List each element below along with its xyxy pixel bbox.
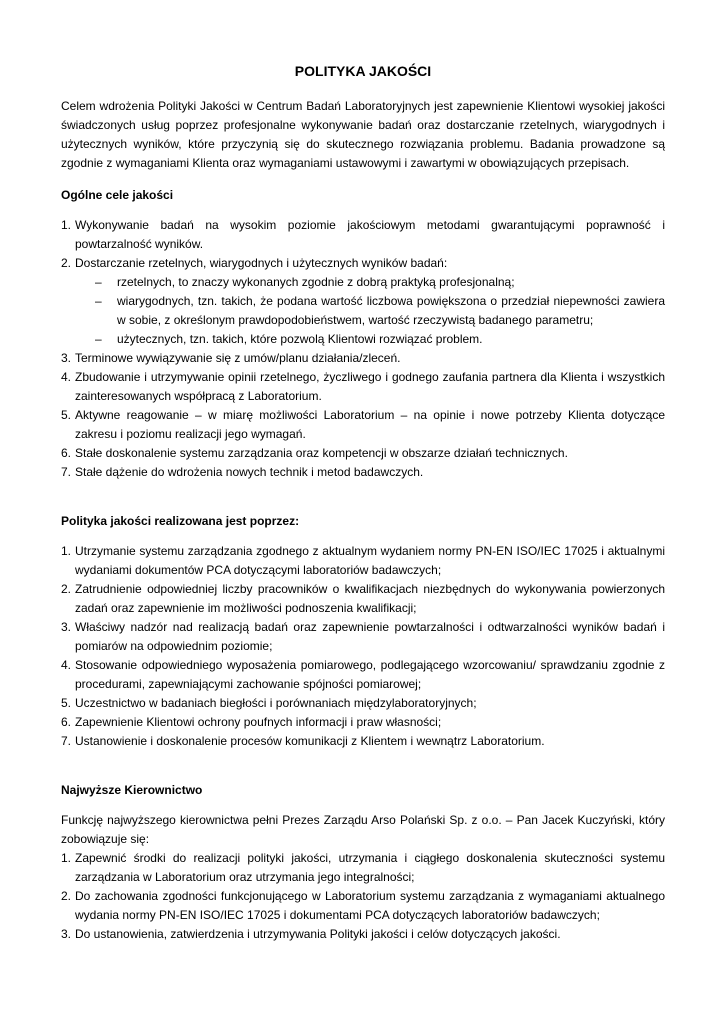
list-item <box>61 694 665 713</box>
list-item <box>61 732 665 751</box>
list-number: 3. <box>61 927 72 941</box>
section-heading-top-management: Najwyższe Kierownictwo <box>61 783 203 797</box>
list-number: 1. <box>61 218 72 232</box>
list-number: 2. <box>61 889 72 903</box>
list-number: 7. <box>61 465 72 479</box>
list-number: 3. <box>61 351 72 365</box>
list-item <box>61 349 665 368</box>
list-item <box>61 713 665 732</box>
list-item <box>61 406 665 444</box>
list-item-text: Do ustanowienia, zatwierdzenia i utrzymywania Polityki jakości i celów dotyczących jakości. <box>75 927 561 941</box>
list-number: 1. <box>61 544 72 558</box>
dash-bullet: – <box>95 332 102 346</box>
quality-goals-list <box>61 216 665 482</box>
sublist-item <box>75 273 665 292</box>
list-number: 6. <box>61 715 72 729</box>
list-number: 5. <box>61 408 72 422</box>
list-number: 3. <box>61 620 72 634</box>
document-content <box>61 60 665 944</box>
sublist-item <box>75 292 665 330</box>
dash-bullet: – <box>95 275 102 289</box>
list-item <box>61 887 665 925</box>
quality-policy-list <box>61 542 665 751</box>
list-item <box>61 444 665 463</box>
management-commitments-list <box>61 849 665 944</box>
list-number: 1. <box>61 851 72 865</box>
list-item-text: Aktywne reagowanie – w miarę możliwości Laboratorium – na opinie i nowe potrzeby Klienta dotyczące zakresu i poziomu realizacji jego wymagań. <box>75 408 665 441</box>
list-number: 2. <box>61 256 72 270</box>
sublist-item-text: wiarygodnych, tzn. takich, że podana wartość liczbowa powiększona o przedział niepewności zawiera w sobie, z określonym prawdopodobieństwem, wartość rzeczywistą badanego parametru; <box>117 294 665 327</box>
list-item-text: Do zachowania zgodności funkcjonującego w Laboratorium systemu zarządzania z wymaganiami aktualnego wydania normy PN-EN ISO/IEC 17025 i dokumentami PCA dotyczących laboratoriów badawczych; <box>75 889 665 922</box>
intro-paragraph: Celem wdrożenia Polityki Jakości w Centrum Badań Laboratoryjnych jest zapewnienie Klientowi wysokiej jakości świadczonych usług poprzez profesjonalne wykonywanie badań oraz dostarczanie rzetelnych, wiarygodnych i użytecznych wyników, które przyczynią się do skutecznego rozwiązania problemu. Badania prowadzone są zgodnie z wymaganiami Klienta oraz wymaganiami ustawowymi i zawartymi w obowiązujących przepisach. <box>61 99 665 170</box>
section-heading-quality-goals: Ogólne cele jakości <box>61 188 174 202</box>
list-item <box>61 656 665 694</box>
list-item-text: Utrzymanie systemu zarządzania zgodnego z aktualnym wydaniem normy PN-EN ISO/IEC 17025 i aktualnymi wydaniami dokumentów PCA dotyczącymi laboratoriów badawczych; <box>75 544 665 577</box>
results-sublist <box>75 273 665 349</box>
sublist-item <box>75 330 665 349</box>
list-item-text: Dostarczanie rzetelnych, wiarygodnych i użytecznych wyników badań: <box>75 256 448 270</box>
list-number: 7. <box>61 734 72 748</box>
list-item-text: Zbudowanie i utrzymywanie opinii rzetelnego, życzliwego i godnego zaufania partnera dla Klienta i wszystkich zainteresowanych współpracą z Laboratorium. <box>75 370 665 403</box>
sublist-item-text: rzetelnych, to znaczy wykonanych zgodnie z dobrą praktyką profesjonalną; <box>117 275 515 289</box>
list-item-text: Ustanowienie i doskonalenie procesów komunikacji z Klientem i wewnątrz Laboratorium. <box>75 734 545 748</box>
list-item <box>61 618 665 656</box>
list-number: 2. <box>61 582 72 596</box>
document-title: POLITYKA JAKOŚCI <box>294 63 432 79</box>
sublist-item-text: użytecznych, tzn. takich, które pozwolą Klientowi rozwiązać problem. <box>117 332 483 346</box>
list-item-text: Zapewnienie Klientowi ochrony poufnych informacji i praw własności; <box>75 715 442 729</box>
list-item-text: Terminowe wywiązywanie się z umów/planu działania/zleceń. <box>75 351 401 365</box>
list-item <box>61 925 665 944</box>
list-item-text: Uczestnictwo w badaniach biegłości i porównaniach międzylaboratoryjnych; <box>75 696 477 710</box>
list-item-text: Zapewnić środki do realizacji polityki jakości, utrzymania i ciągłego doskonalenia skuteczności systemu zarządzania w Laboratorium oraz utrzymania jego integralności; <box>75 851 665 884</box>
list-number: 4. <box>61 658 72 672</box>
list-item <box>61 463 665 482</box>
list-item <box>61 368 665 406</box>
list-item-text: Stosowanie odpowiedniego wyposażenia pomiarowego, podlegającego wzorcowaniu/ sprawdzaniu zgodnie z procedurami, zapewniającymi zachowanie spójności pomiarowej; <box>75 658 665 691</box>
list-item-text: Stałe doskonalenie systemu zarządzania oraz kompetencji w obszarze działań technicznych. <box>75 446 568 460</box>
list-item <box>61 849 665 887</box>
list-item <box>61 542 665 580</box>
list-number: 6. <box>61 446 72 460</box>
dash-bullet: – <box>95 294 102 308</box>
list-item-text: Zatrudnienie odpowiedniej liczby pracowników o kwalifikacjach niezbędnych do wykonywania powierzonych zadań oraz zapewnienie im możliwości podnoszenia kwalifikacji; <box>75 582 665 615</box>
list-number: 5. <box>61 696 72 710</box>
list-item <box>61 216 665 254</box>
list-item <box>61 254 665 349</box>
list-item-text: Stałe dążenie do wdrożenia nowych technik i metod badawczych. <box>75 465 424 479</box>
management-paragraph: Funkcję najwyższego kierownictwa pełni Prezes Zarządu Arso Polański Sp. z o.o. – Pan Jacek Kuczyński, który zobowiązuje się: <box>61 813 665 846</box>
list-number: 4. <box>61 370 72 384</box>
section-heading-quality-policy: Polityka jakości realizowana jest poprzez: <box>61 514 300 528</box>
list-item-text: Wykonywanie badań na wysokim poziomie jakościowym metodami gwarantującymi poprawność i powtarzalność wyników. <box>75 218 665 251</box>
list-item <box>61 580 665 618</box>
list-item-text: Właściwy nadzór nad realizacją badań oraz zapewnienie powtarzalności i odtwarzalności wyników badań i pomiarów na odpowiednim poziomie; <box>75 620 665 653</box>
